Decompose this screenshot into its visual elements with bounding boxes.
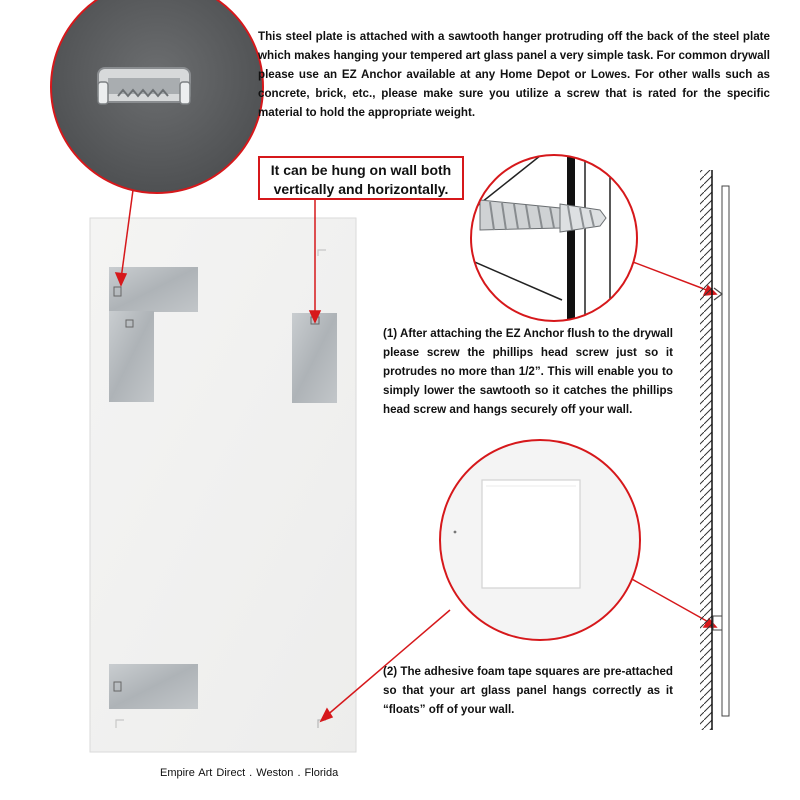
sawtooth-zoom-circle (51, 0, 263, 193)
step-1-instructions: (1) After attaching the EZ Anchor flush to the drywall please screw the phillips head screw just so it protrudes no more than 1/2”. This will enable you to simply lower the sawtooth so it catches the phillips head screw and hangs securely off your wall. (383, 327, 673, 416)
foam-zoom-circle (440, 440, 640, 640)
wall-section-icon (700, 170, 729, 730)
intro-description: This steel plate is attached with a sawtooth hanger protruding off the back of the steel plate which makes hanging your tempered art glass panel a very simple task. For common drywall please use an EZ Anchor available at any Home Depot or Lowes. For other walls such as concrete, brick, etc., please make sure you utilize a screw that is rated for the specific material to hold the appropriate weight. (258, 30, 770, 119)
ez-anchor-zoom-circle (470, 140, 640, 340)
footer-company: Empire Art Direct . Weston . Florida (160, 767, 339, 779)
glass-panel (90, 218, 356, 752)
orientation-callout (258, 156, 464, 200)
steel-plate-right (292, 313, 337, 403)
step-2-instructions: (2) The adhesive foam tape squares are pre-attached so that your art glass panel hangs correctly as it “floats” off of your wall. (383, 665, 673, 716)
steel-plate-bottom (109, 664, 198, 709)
orientation-callout-text: It can be hung on wall both vertically and horizontally. (270, 162, 452, 197)
foam-square-icon (482, 480, 580, 588)
sawtooth-hanger-icon (98, 68, 190, 104)
steel-plate-left (109, 311, 154, 402)
